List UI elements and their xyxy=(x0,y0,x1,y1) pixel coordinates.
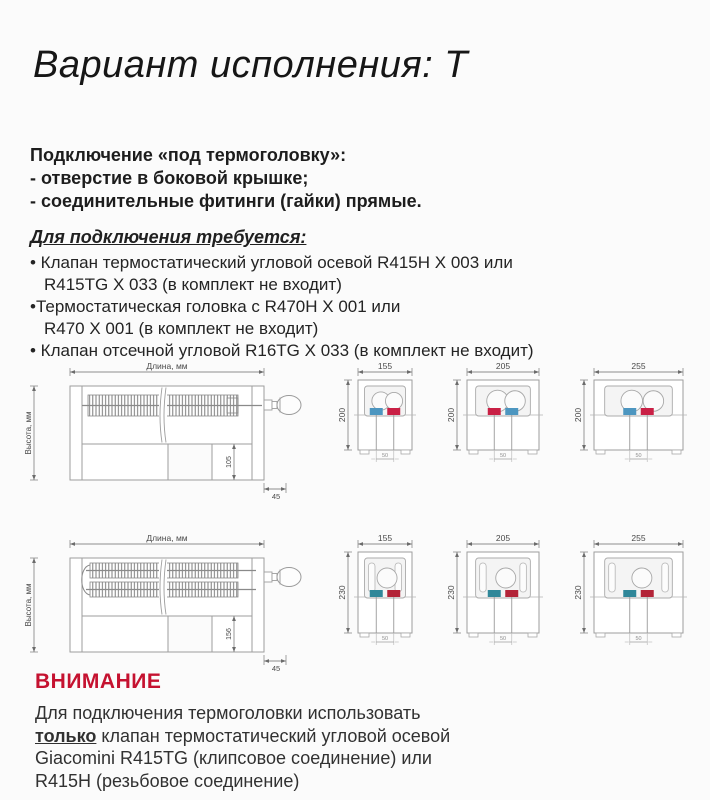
svg-text:156: 156 xyxy=(226,628,233,640)
warning-line-1: Для подключения термоголовки использовать xyxy=(35,703,421,723)
diagram-row-2 xyxy=(24,534,691,672)
warning-line-4: R415H (резьбовое соединение) xyxy=(35,770,300,791)
svg-text:200: 200 xyxy=(573,407,583,423)
svg-text:205: 205 xyxy=(495,534,511,543)
side-view-drawing-1 xyxy=(24,362,316,500)
requirements-block xyxy=(30,226,534,362)
svg-text:45: 45 xyxy=(271,492,281,500)
svg-text:50: 50 xyxy=(499,453,507,459)
svg-text:50: 50 xyxy=(499,636,507,642)
page-title: Вариант исполнения: Т xyxy=(33,44,468,86)
cross-section-155-row1 xyxy=(332,362,420,480)
cross-section-205-row2 xyxy=(441,534,547,663)
warning-line-3: Giacomini R415TG (клипсовое соединение) или xyxy=(35,748,432,768)
cross-section-255-row1 xyxy=(568,362,691,480)
intro-heading: Подключение «под термоголовку»: xyxy=(30,145,347,165)
diagram-row-1 xyxy=(24,362,691,500)
svg-text:155: 155 xyxy=(377,362,393,371)
svg-text:45: 45 xyxy=(271,664,281,672)
warning-line-2: только клапан термостатический угловой осевой xyxy=(35,725,451,746)
svg-text:Высота, мм: Высота, мм xyxy=(24,583,33,627)
svg-text:255: 255 xyxy=(631,362,646,371)
svg-text:Длина, мм: Длина, мм xyxy=(146,362,188,371)
svg-text:230: 230 xyxy=(446,585,456,600)
intro-line-1: - отверстие в боковой крышке; xyxy=(30,168,309,188)
requirement-line: • Клапан отсечной угловой R16TG X 033 (в комплект не входит) xyxy=(30,341,534,360)
cross-section-205-row1 xyxy=(441,362,547,480)
svg-text:Длина, мм: Длина, мм xyxy=(146,534,188,543)
svg-text:230: 230 xyxy=(573,585,583,600)
intro-block xyxy=(30,144,422,213)
svg-text:230: 230 xyxy=(337,585,347,600)
requirement-line: R415TG X 033 (в комплект не входит) xyxy=(44,275,342,294)
requirements-heading: Для подключения требуется: xyxy=(30,227,307,247)
svg-text:205: 205 xyxy=(495,362,511,371)
svg-text:200: 200 xyxy=(446,407,456,423)
intro-line-2: - соединительные фитинги (гайки) прямые. xyxy=(30,191,422,211)
warning-text xyxy=(35,702,450,792)
cross-section-155-row2 xyxy=(332,534,420,663)
warning-emphasis: только xyxy=(35,725,97,746)
svg-text:155: 155 xyxy=(377,534,393,543)
requirement-line: R470 X 001 (в комплект не входит) xyxy=(44,319,319,338)
svg-text:105: 105 xyxy=(226,456,233,468)
svg-text:200: 200 xyxy=(337,407,347,423)
svg-text:255: 255 xyxy=(631,534,646,543)
svg-text:50: 50 xyxy=(635,636,642,642)
svg-text:50: 50 xyxy=(381,453,389,459)
requirement-line: •Термостатическая головка с R470H X 001 или xyxy=(30,297,401,316)
svg-text:50: 50 xyxy=(381,636,389,642)
warning-title: ВНИМАНИЕ xyxy=(35,670,162,693)
cross-section-255-row2 xyxy=(568,534,691,663)
side-view-drawing-2 xyxy=(24,534,316,672)
requirement-line: • Клапан термостатический угловой осевой R415H X 003 или xyxy=(30,253,513,272)
svg-text:Высота, мм: Высота, мм xyxy=(24,411,33,455)
svg-text:50: 50 xyxy=(635,453,642,459)
